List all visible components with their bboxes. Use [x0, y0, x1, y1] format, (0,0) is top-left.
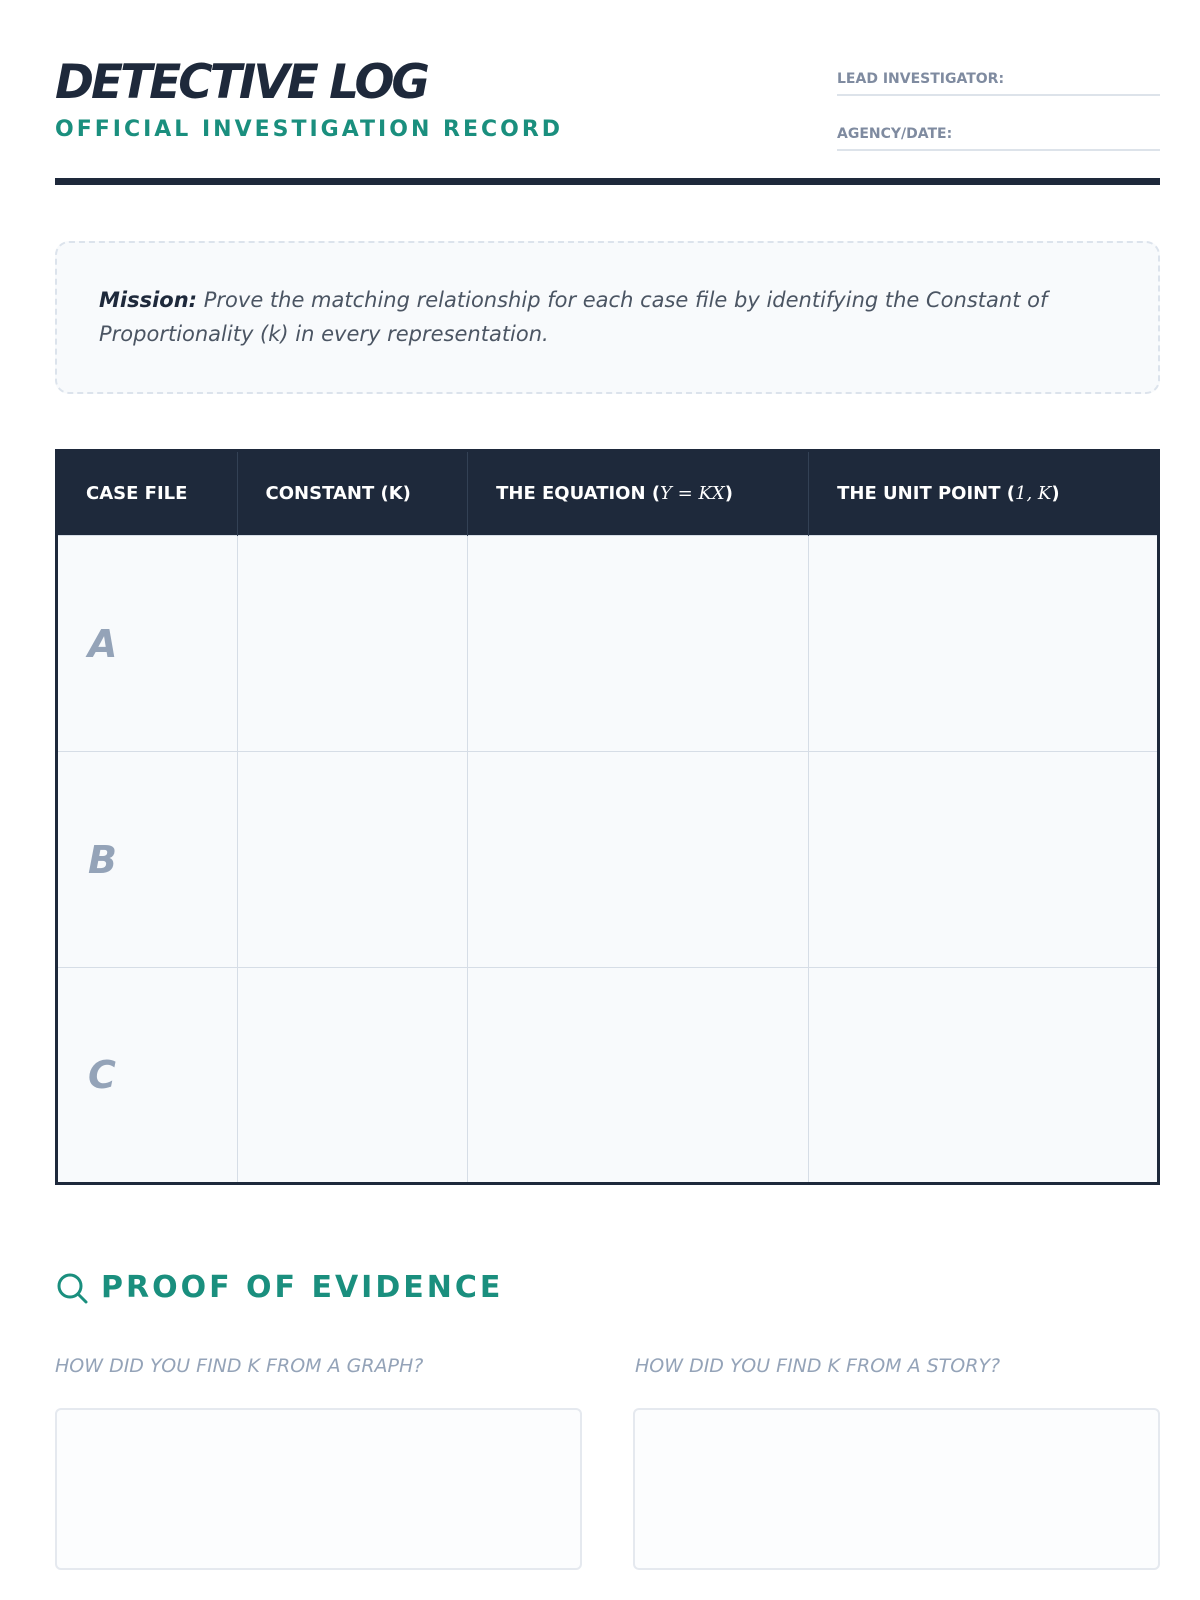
agency-date-field[interactable]: AGENCY/DATE:	[837, 120, 1160, 151]
table-row	[57, 968, 1159, 1184]
constant-input-cell[interactable]	[237, 752, 468, 968]
table-row	[57, 536, 1159, 752]
case-letter: B	[88, 837, 117, 882]
constant-input-cell[interactable]	[237, 968, 468, 1184]
meta-fields	[837, 65, 1160, 175]
story-question: HOW DID YOU FIND K FROM A STORY?	[635, 1355, 1001, 1377]
table-header-row	[57, 451, 1159, 536]
case-letter: A	[88, 621, 118, 666]
equation-input-cell[interactable]	[468, 536, 809, 752]
mission-label: Mission:	[99, 288, 198, 312]
equation-math: Y = KX	[660, 483, 725, 504]
evidence-heading	[55, 1270, 503, 1305]
header	[55, 55, 1160, 185]
unit-point-input-cell[interactable]	[809, 968, 1159, 1184]
unit-point-prefix: THE UNIT POINT (	[837, 483, 1016, 504]
equation-prefix: THE EQUATION (	[496, 483, 661, 504]
header-equation	[468, 451, 809, 536]
header-unit-point	[809, 451, 1159, 536]
equation-input-cell[interactable]	[468, 752, 809, 968]
mission-text: Prove the matching relationship for each case file by identifying the Constant of Proportionality (k) in every representation.	[99, 288, 1048, 346]
story-answer-box[interactable]	[633, 1408, 1160, 1570]
lead-investigator-field[interactable]: LEAD INVESTIGATOR:	[837, 65, 1160, 96]
case-table	[55, 449, 1160, 1185]
unit-point-math: 1, K	[1015, 483, 1052, 504]
equation-input-cell[interactable]	[468, 968, 809, 1184]
header-constant: CONSTANT (K)	[237, 451, 468, 536]
graph-answer-box[interactable]	[55, 1408, 582, 1570]
case-cell	[57, 968, 238, 1184]
page-subtitle: OFFICIAL INVESTIGATION RECORD	[55, 117, 564, 142]
header-divider	[55, 178, 1160, 185]
constant-input-cell[interactable]	[237, 536, 468, 752]
equation-suffix: )	[724, 483, 733, 504]
graph-question: HOW DID YOU FIND K FROM A GRAPH?	[55, 1355, 424, 1377]
evidence-heading-text: PROOF OF EVIDENCE	[101, 1270, 504, 1305]
unit-point-input-cell[interactable]	[809, 536, 1159, 752]
case-cell	[57, 536, 238, 752]
case-cell	[57, 752, 238, 968]
search-icon	[55, 1271, 89, 1305]
mission-box	[55, 241, 1160, 394]
header-case-file: CASE FILE	[57, 451, 238, 536]
case-letter: C	[88, 1053, 116, 1097]
page-title: DETECTIVE LOG	[55, 55, 427, 110]
unit-point-suffix: )	[1051, 483, 1060, 504]
unit-point-input-cell[interactable]	[809, 752, 1159, 968]
table-row	[57, 752, 1159, 968]
